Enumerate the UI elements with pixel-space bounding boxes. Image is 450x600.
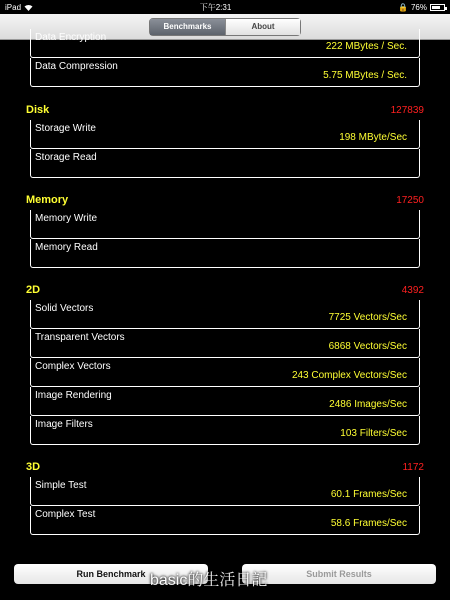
list-item	[30, 300, 420, 329]
row-label: Image Rendering	[35, 390, 112, 401]
row-label: Complex Vectors	[35, 361, 111, 372]
battery-fill	[432, 6, 440, 9]
battery-icon	[430, 4, 445, 11]
section-rows	[30, 29, 420, 87]
row-label: Simple Test	[35, 480, 87, 491]
row-value: 7725 Vectors/Sec	[328, 312, 407, 323]
status-right	[398, 3, 445, 12]
list-item	[30, 358, 420, 387]
device-name: iPad	[5, 2, 22, 12]
row-value: 6868 Vectors/Sec	[328, 341, 407, 352]
row-value: 60.1 Frames/Sec	[330, 489, 407, 500]
rotation-lock-icon: 🔒	[398, 2, 408, 12]
section-header	[0, 457, 450, 477]
row-label: Storage Write	[35, 123, 96, 134]
section-disk	[0, 100, 450, 178]
battery-percent: 76%	[410, 2, 427, 12]
benchmark-list[interactable]	[0, 32, 450, 560]
section-rows	[30, 477, 420, 535]
section-title: Memory	[26, 194, 69, 206]
section-score: 127839	[390, 104, 424, 116]
watermark-text: basic的生活日記	[150, 572, 268, 589]
status-bar	[0, 0, 450, 14]
tab-about[interactable]: About	[225, 19, 300, 35]
section-memory	[0, 190, 450, 268]
section-rows	[30, 300, 420, 445]
section-header	[0, 190, 450, 210]
row-label: Memory Read	[35, 242, 98, 253]
list-item	[30, 29, 420, 58]
list-item	[30, 120, 420, 149]
row-value: 243 Complex Vectors/Sec	[291, 370, 407, 381]
row-label: Data Encryption	[35, 32, 107, 43]
section-title: 3D	[26, 461, 41, 473]
row-label: Complex Test	[35, 509, 96, 520]
row-value: 5.75 MBytes / Sec.	[323, 70, 407, 81]
row-value: 198 MByte/Sec	[339, 132, 407, 143]
section-title: Disk	[26, 104, 50, 116]
tab-benchmarks[interactable]: Benchmarks	[150, 19, 225, 35]
wifi-icon	[24, 4, 33, 11]
list-item	[30, 58, 420, 87]
list-item	[30, 506, 420, 535]
row-label: Solid Vectors	[35, 303, 94, 314]
clock: 下午2:31	[199, 2, 232, 12]
section-header	[0, 100, 450, 120]
list-item	[30, 149, 420, 178]
battery-tip	[445, 7, 447, 10]
row-label: Memory Write	[35, 213, 98, 224]
section-2d	[0, 280, 450, 445]
row-label: Data Compression	[35, 61, 118, 72]
section-score: 4392	[401, 284, 424, 296]
row-value: 2486 Images/Sec	[329, 399, 407, 410]
row-label: Transparent Vectors	[35, 332, 125, 343]
row-value: 58.6 Frames/Sec	[330, 518, 407, 529]
submit-results-button[interactable]: Submit Results	[242, 564, 436, 584]
bottom-toolbar	[0, 560, 450, 600]
list-item	[30, 477, 420, 506]
run-benchmark-button[interactable]: Run Benchmark	[14, 564, 208, 584]
list-item	[30, 387, 420, 416]
section-cpu-partial	[0, 29, 450, 87]
section-title: 2D	[26, 284, 41, 296]
row-label: Image Filters	[35, 419, 93, 430]
list-item	[30, 329, 420, 358]
section-header	[0, 280, 450, 300]
list-item	[30, 416, 420, 445]
section-rows	[30, 210, 420, 268]
row-value: 222 MBytes / Sec.	[325, 41, 407, 52]
list-item	[30, 239, 420, 268]
section-score: 17250	[396, 194, 424, 206]
section-3d	[0, 457, 450, 535]
row-value: 103 Filters/Sec	[340, 428, 407, 439]
row-label: Storage Read	[35, 152, 97, 163]
status-left	[5, 3, 33, 12]
list-item	[30, 210, 420, 239]
section-rows	[30, 120, 420, 178]
section-score: 1172	[402, 461, 424, 473]
